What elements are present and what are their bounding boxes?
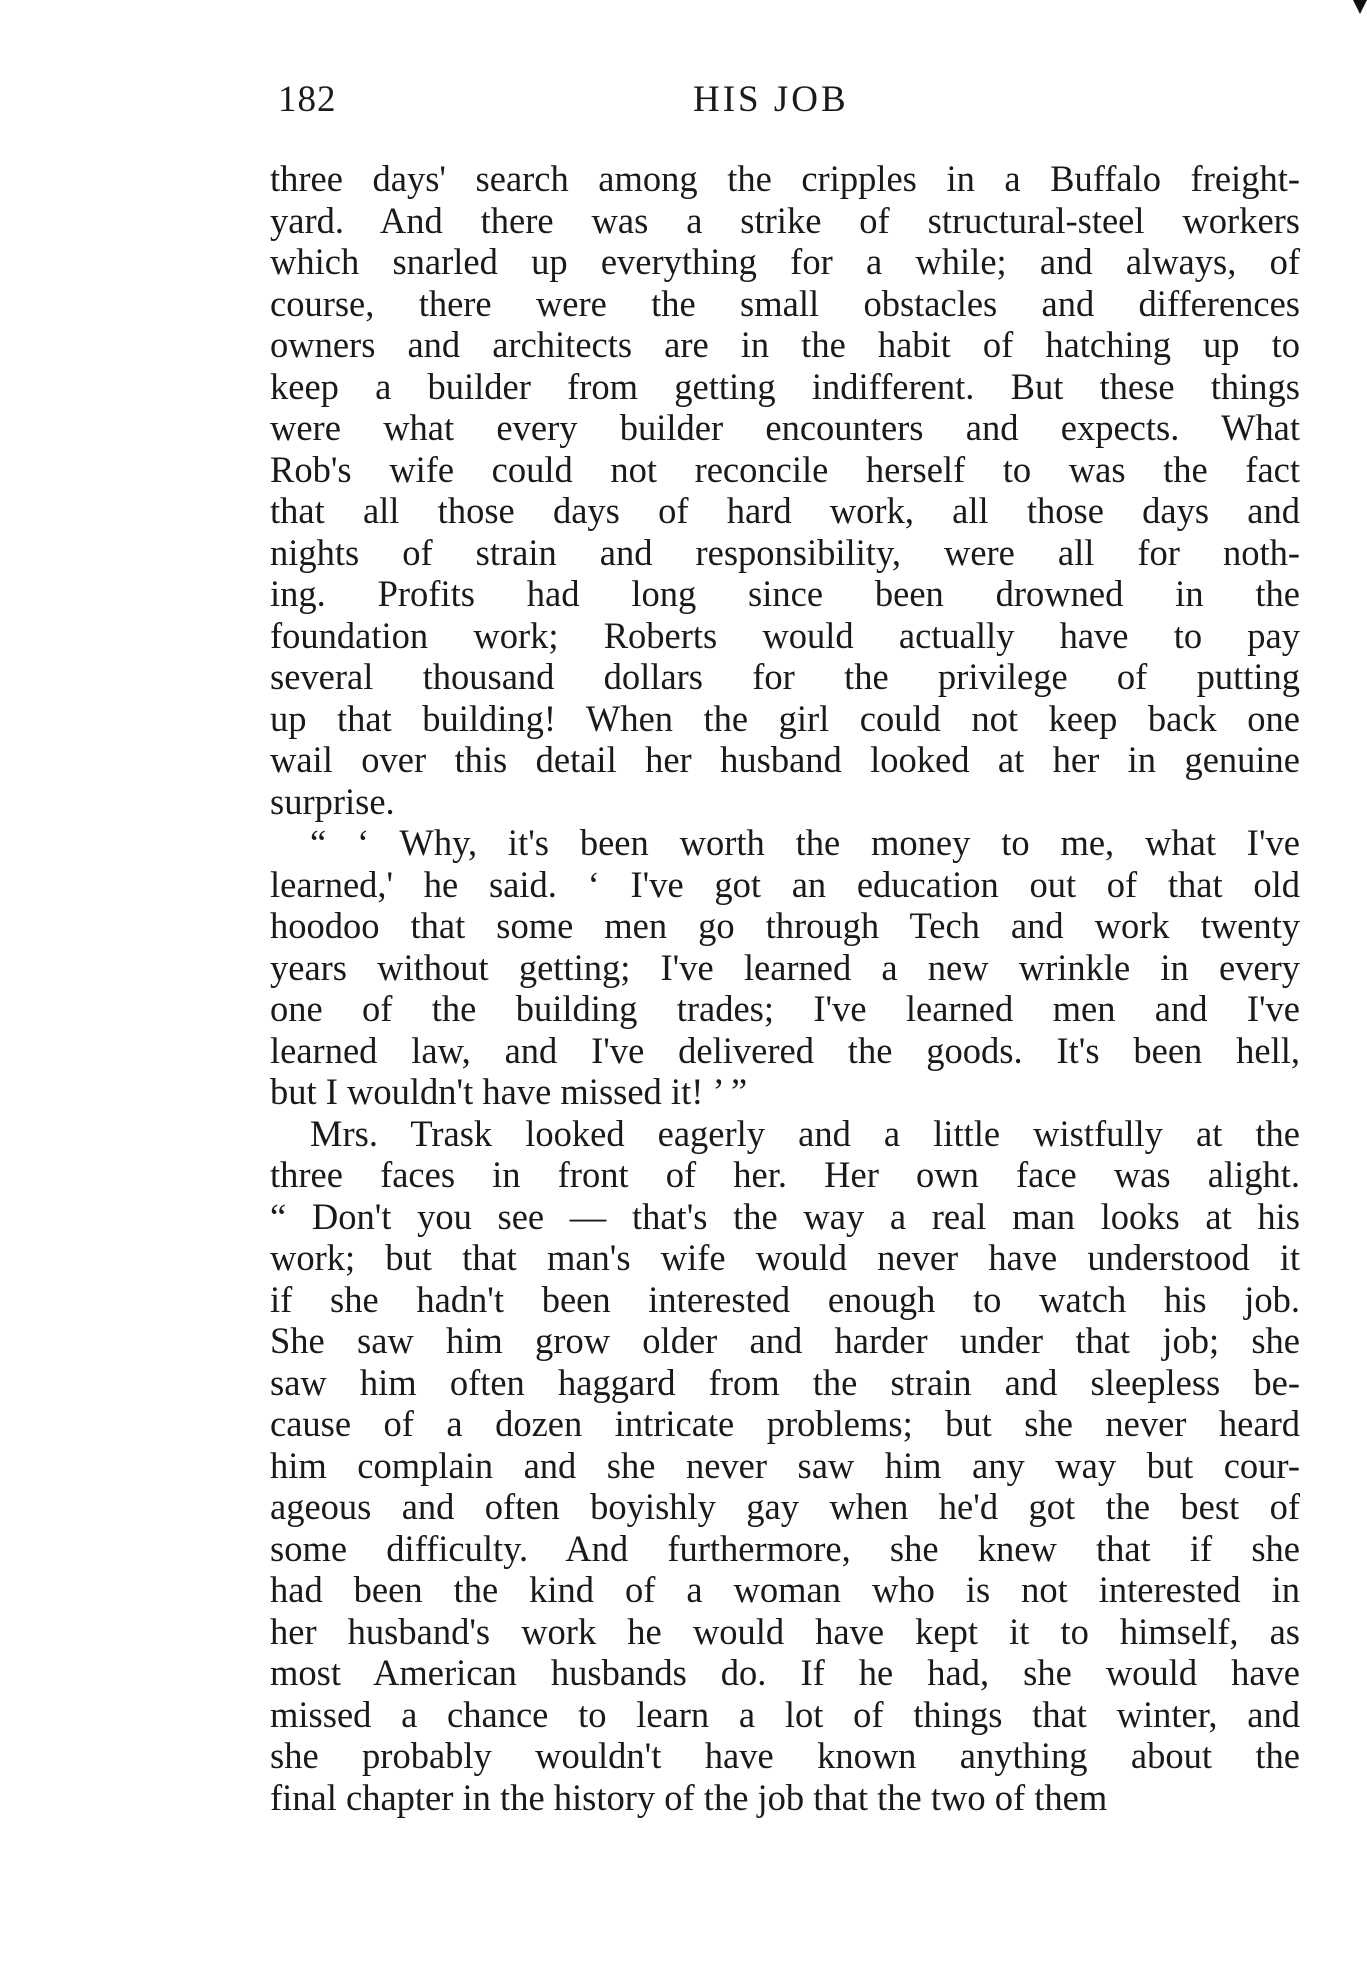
- text-line: him complain and she never saw him any way but cour-: [270, 1444, 1300, 1486]
- text-line: years without getting; I've learned a new wrinkle in every: [270, 946, 1300, 988]
- text-line: Mrs. Trask looked eagerly and a little wistfully at the: [310, 1112, 1300, 1154]
- text-line: nights of strain and responsibility, were all for noth-: [270, 531, 1300, 573]
- text-line: three days' search among the cripples in a Buffalo freight-: [270, 158, 1300, 199]
- text-line: yard. And there was a strike of structural-steel workers: [270, 199, 1300, 241]
- text-line: surprise.: [270, 780, 395, 822]
- text-line: some difficulty. And furthermore, she knew that if she: [270, 1527, 1300, 1569]
- text-line: her husband's work he would have kept it to himself, as: [270, 1610, 1300, 1652]
- text-line: foundation work; Roberts would actually have to pay: [270, 614, 1300, 656]
- text-line: had been the kind of a woman who is not interested in: [270, 1569, 1300, 1610]
- text-line: most American husbands do. If he had, she would have: [270, 1652, 1300, 1693]
- paragraph: [270, 822, 1300, 1113]
- text-line: keep a builder from getting indifferent. But these things: [270, 365, 1300, 407]
- text-line: final chapter in the history of the job that the two of them: [270, 1776, 1108, 1818]
- text-line: Rob's wife could not reconcile herself to was the fact: [270, 448, 1300, 490]
- text-line: which snarled up everything for a while; and always, of: [270, 241, 1300, 282]
- text-line: that all those days of hard work, all those days and: [270, 490, 1300, 531]
- text-line: saw him often haggard from the strain and sleepless be-: [270, 1361, 1300, 1403]
- text-line: “ ‘ Why, it's been worth the money to me, what I've: [310, 822, 1300, 863]
- running-head: HIS JOB: [693, 79, 849, 120]
- text-line: “ Don't you see — that's the way a real man looks at his: [270, 1195, 1300, 1237]
- text-line: ageous and often boyishly gay when he'd got the best of: [270, 1486, 1300, 1527]
- text-line: one of the building trades; I've learned men and I've: [270, 988, 1300, 1029]
- text-line: ing. Profits had long since been drowned in the: [270, 573, 1300, 614]
- text-line: if she hadn't been interested enough to watch his job.: [270, 1278, 1300, 1320]
- text-line: learned law, and I've delivered the goods. It's been hell,: [270, 1029, 1300, 1071]
- page-header: [278, 78, 1298, 128]
- page-number: 182: [278, 79, 337, 120]
- text-line: but I wouldn't have missed it! ’ ”: [270, 1071, 748, 1112]
- text-line: learned,' he said. ‘ I've got an education out of that old: [270, 863, 1300, 905]
- text-line: wail over this detail her husband looked at her in genuine: [270, 739, 1300, 780]
- paragraph: [270, 1113, 1300, 1819]
- text-line: work; but that man's wife would never have understood it: [270, 1237, 1300, 1278]
- page-body: [270, 158, 1300, 1818]
- text-line: She saw him grow older and harder under that job; she: [270, 1320, 1300, 1361]
- text-line: several thousand dollars for the privilege of putting: [270, 656, 1300, 697]
- text-line: she probably wouldn't have known anything about the: [270, 1735, 1300, 1776]
- text-line: missed a chance to learn a lot of things that winter, and: [270, 1693, 1300, 1735]
- text-line: owners and architects are in the habit of hatching up to: [270, 324, 1300, 365]
- corner-mark: [1353, 0, 1367, 14]
- text-line: course, there were the small obstacles and differences: [270, 282, 1300, 324]
- text-line: hoodoo that some men go through Tech and work twenty: [270, 905, 1300, 946]
- text-line: up that building! When the girl could not keep back one: [270, 697, 1300, 739]
- paragraph: [270, 158, 1300, 822]
- text-line: cause of a dozen intricate problems; but she never heard: [270, 1403, 1300, 1444]
- text-line: three faces in front of her. Her own face was alight.: [270, 1154, 1300, 1195]
- text-line: were what every builder encounters and expects. What: [270, 407, 1300, 448]
